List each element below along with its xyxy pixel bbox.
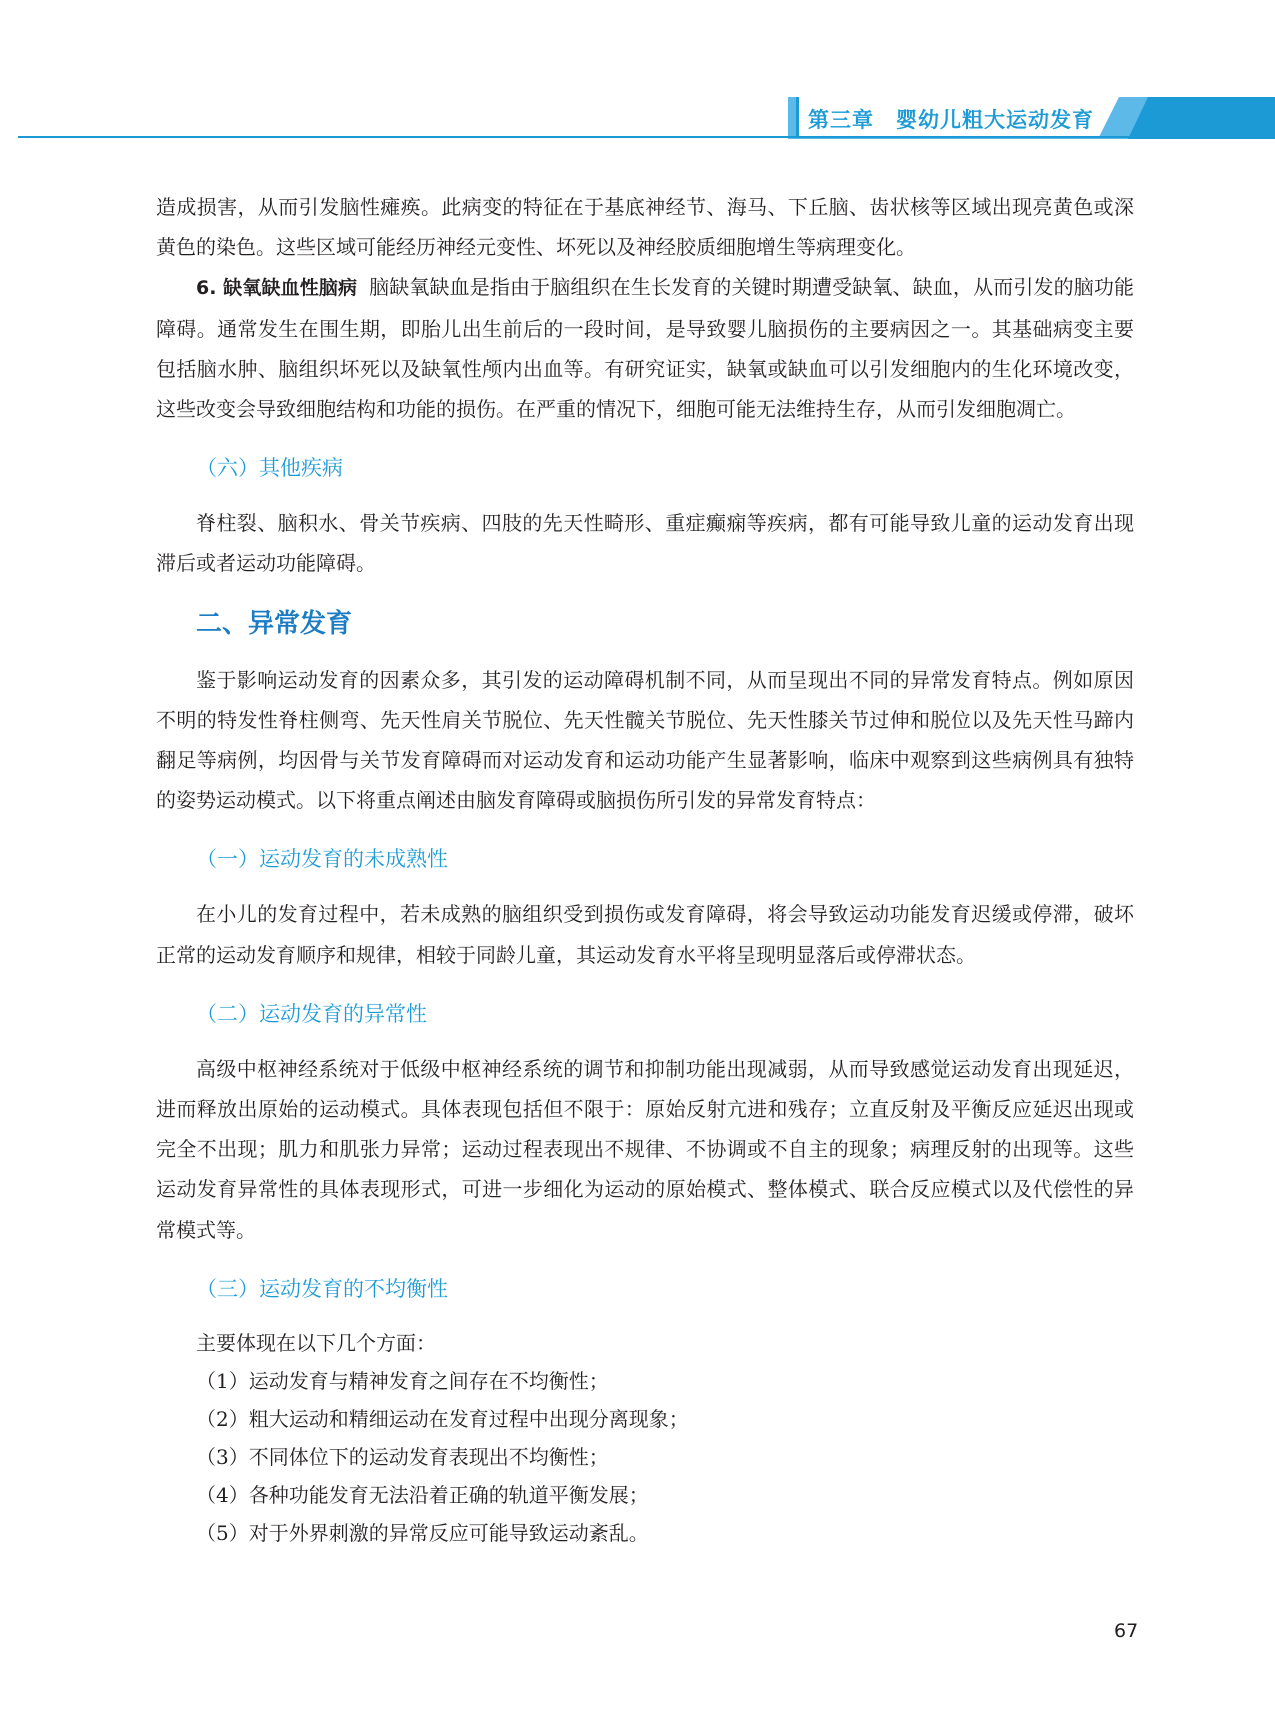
paragraph-item-6: [156, 267, 1134, 429]
paragraph-continued: 造成损害，从而引发脑性瘫痪。此病变的特征在于基底神经节、海马、下丘脑、齿状核等区域出现亮黄色或深黄色的染色。这些区域可能经历神经元变性、坏死以及神经胶质细胞增生等病理变化。: [156, 195, 1134, 260]
list-item: （3）不同体位下的运动发育表现出不均衡性；: [196, 1444, 609, 1469]
header-tab-accent: [1128, 97, 1275, 139]
item-6-heading: 6. 缺氧缺血性脑病: [196, 277, 358, 300]
page-content: [156, 187, 1134, 1552]
list-item: （2）粗大运动和精细运动在发育过程中出现分离现象；: [196, 1406, 689, 1431]
paragraph-other-diseases: 脊柱裂、脑积水、骨关节疾病、四肢的先天性畸形、重症癫痫等疾病，都有可能导致儿童的运动发育出现滞后或者运动功能障碍。: [156, 511, 1134, 576]
list-item: （4）各种功能发育无法沿着正确的轨道平衡发展；: [196, 1482, 649, 1507]
paragraph-abnormal-development: 鉴于影响运动发育的因素众多，其引发的运动障碍机制不同，从而呈现出不同的异常发育特点。例如原因不明的特发性脊柱侧弯、先天性肩关节脱位、先天性髋关节脱位、先天性膝关节过伸和脱位以及先天性马蹄内翻足等病例，均因骨与关节发育障碍而对运动发育和运动功能产生显著影响，临床中观察到这些病例具有独特的姿势运动模式。以下将重点阐述由脑发育障碍或脑损伤所引发的异常发育特点：: [156, 667, 1134, 813]
subheading-other-diseases: （六）其他疾病: [196, 456, 343, 481]
item-6-text: 脑缺氧缺血是指由于脑组织在生长发育的关键时期遭受缺氧、缺血，从而引发的脑功能障碍。通常发生在围生期，即胎儿出生前后的一段时间，是导致婴儿脑损伤的主要病因之一。其基础病变主要包括脑水肿、脑组织坏死以及缺氧性颅内出血等。有研究证实，缺氧或缺血可以引发细胞内的生化环境改变，这些改变会导致细胞结构和功能的损伤。在严重的情况下，细胞可能无法维持生存，从而引发细胞凋亡。: [156, 275, 1134, 422]
paragraph-abnormality: 高级中枢神经系统对于低级中枢神经系统的调节和抑制功能出现减弱，从而导致感觉运动发育出现延迟，进而释放出原始的运动模式。具体表现包括但不限于：原始反射亢进和残存；立直反射及平衡反应延迟出现或完全不出现；肌力和肌张力异常；运动过程表现出不规律、不协调或不自主的现象；病理反射的出现等。这些运动发育异常性的具体表现形式，可进一步细化为运动的原始模式、整体模式、联合反应模式以及代偿性的异常模式等。: [156, 1056, 1134, 1242]
page-number: 67: [1114, 1620, 1139, 1642]
chapter-title: 第三章 婴幼儿粗大运动发育: [808, 108, 1094, 132]
section-heading-abnormal-development: 二、异常发育: [196, 608, 353, 639]
header-rule: [18, 136, 1275, 138]
subheading-abnormality: （二）运动发育的异常性: [196, 1001, 427, 1026]
list-item: （1）运动发育与精神发育之间存在不均衡性；: [196, 1368, 609, 1393]
subheading-imbalance: （三）运动发育的不均衡性: [196, 1276, 448, 1301]
list-item: （5）对于外界刺激的异常反应可能导致运动紊乱。: [196, 1520, 649, 1545]
paragraph-immaturity: 在小儿的发育过程中，若未成熟的脑组织受到损伤或发育障碍，将会导致运动功能发育迟缓或停滞，破坏正常的运动发育顺序和规律，相较于同龄儿童，其运动发育水平将呈现明显落后或停滞状态。: [156, 902, 1134, 967]
subheading-immaturity: （一）运动发育的未成熟性: [196, 847, 448, 872]
imbalance-intro: 主要体现在以下几个方面：: [196, 1330, 436, 1355]
